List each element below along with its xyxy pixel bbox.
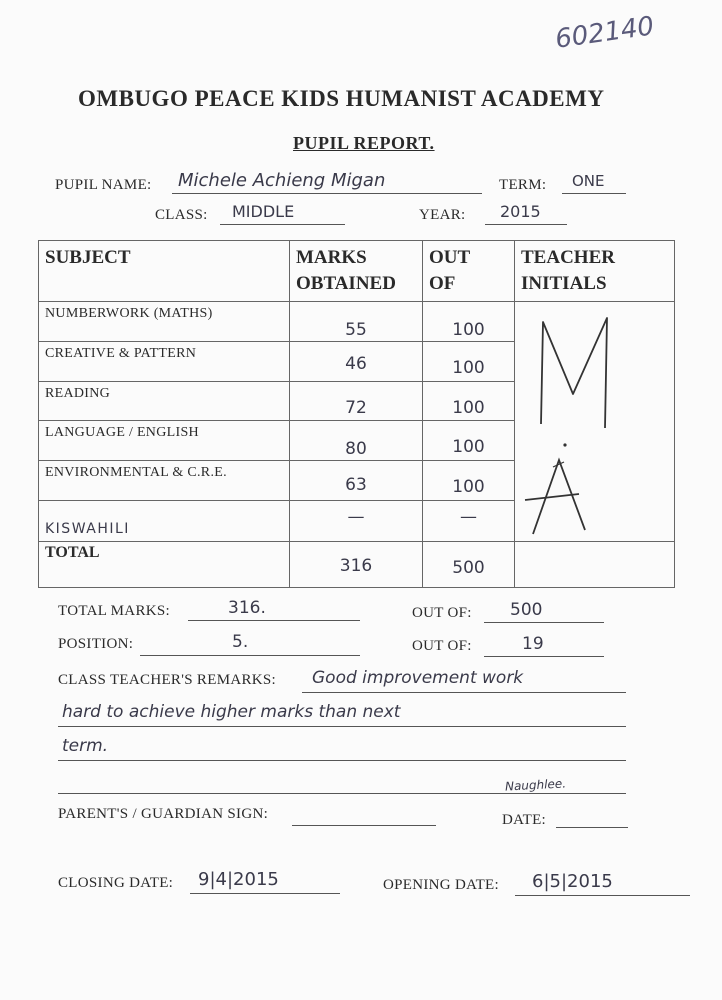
date-label: DATE: (502, 812, 546, 828)
position-label: POSITION: (58, 636, 134, 652)
out-of-cell: 100 (423, 382, 515, 421)
year-value: 2015 (500, 202, 541, 221)
signature-underline (58, 793, 626, 794)
opening-date-label: OPENING DATE: (383, 877, 499, 893)
remarks-underline-2 (58, 726, 626, 727)
total-marks-cell: 316 (290, 542, 423, 588)
out-of-label: OUT OF: (412, 605, 472, 621)
out-of-cell: 100 (423, 342, 515, 382)
subject-cell: KISWAHILI (39, 501, 290, 542)
term-value: ONE (572, 172, 605, 190)
marks-cell: 63 (290, 461, 423, 501)
out-of-cell: 100 (423, 302, 515, 342)
out-of-cell: — (423, 501, 515, 542)
marks-table (38, 240, 675, 588)
position-out-of-label: OUT OF: (412, 638, 472, 654)
out-of-underline (484, 622, 604, 623)
class-underline (220, 224, 345, 225)
marks-cell: 55 (290, 302, 423, 342)
marks-cell: 80 (290, 421, 423, 461)
remarks-label: CLASS TEACHER'S REMARKS: (58, 672, 277, 688)
out-header-line2: OF (429, 273, 456, 294)
table-total-row (39, 542, 675, 588)
subject-cell: READING (39, 382, 290, 421)
remarks-underline-3 (58, 760, 626, 761)
marks-obtained-header (290, 241, 423, 302)
class-value: MIDDLE (232, 202, 295, 221)
out-of-cell: 100 (423, 461, 515, 501)
date-underline (556, 827, 628, 828)
class-label: CLASS: (155, 207, 208, 223)
term-underline (562, 193, 626, 194)
total-initials-cell (515, 542, 675, 588)
subject-header: SUBJECT (39, 241, 290, 302)
school-name: OMBUGO PEACE KIDS HUMANIST ACADEMY (78, 86, 605, 111)
table-row (39, 302, 675, 342)
marks-cell: 46 (290, 342, 423, 382)
remarks-line-2: hard to achieve higher marks than next (62, 702, 401, 722)
parent-sign-label: PARENT'S / GUARDIAN SIGN: (58, 806, 269, 822)
position-underline (140, 655, 360, 656)
out-of-value: 500 (510, 600, 543, 620)
marks-header-line1: MARKS (296, 247, 367, 268)
teacher-initials-header (515, 241, 675, 302)
position-out-of-underline (484, 656, 604, 657)
teacher-initials-signature (515, 302, 673, 538)
marks-header-line2: OBTAINED (296, 273, 396, 294)
closing-date-label: CLOSING DATE: (58, 875, 174, 891)
document-number: 602140 (553, 11, 656, 55)
remarks-line-1: Good improvement work (312, 668, 524, 688)
report-title: PUPIL REPORT. (293, 133, 435, 153)
subject-cell: ENVIRONMENTAL & C.R.E. (39, 461, 290, 501)
teacher-header-line1: TEACHER (521, 247, 615, 268)
pupil-name-underline (172, 193, 482, 194)
out-of-header (423, 241, 515, 302)
out-of-cell: 100 (423, 421, 515, 461)
subject-cell: CREATIVE & PATTERN (39, 342, 290, 382)
year-label: YEAR: (419, 207, 466, 223)
total-marks-label: TOTAL MARKS: (58, 603, 170, 619)
total-out-of-cell: 500 (423, 542, 515, 588)
teacher-signature: Naughlee. (504, 776, 567, 794)
position-value: 5. (232, 632, 249, 652)
total-marks-underline (188, 620, 360, 621)
remarks-underline-1 (302, 692, 626, 693)
closing-date-underline (190, 893, 340, 894)
pupil-name-label: PUPIL NAME: (55, 177, 152, 193)
out-header-line1: OUT (429, 247, 471, 268)
opening-date-value: 6|5|2015 (532, 871, 613, 892)
total-marks-value: 316. (228, 598, 266, 618)
term-label: TERM: (499, 177, 547, 193)
opening-date-underline (515, 895, 690, 896)
marks-cell: 72 (290, 382, 423, 421)
teacher-header-line2: INITIALS (521, 273, 607, 294)
parent-sign-underline (292, 825, 436, 826)
marks-cell: — (290, 501, 423, 542)
total-label-cell: TOTAL (39, 542, 290, 588)
year-underline (485, 224, 567, 225)
subject-cell: NUMBERWORK (MATHS) (39, 302, 290, 342)
pupil-name-value: Michele Achieng Migan (178, 170, 386, 191)
teacher-initials-cell (515, 302, 675, 542)
closing-date-value: 9|4|2015 (198, 869, 279, 890)
subject-cell: LANGUAGE / ENGLISH (39, 421, 290, 461)
position-out-of-value: 19 (522, 634, 544, 654)
remarks-line-3: term. (62, 736, 109, 756)
table-header-row (39, 241, 675, 302)
